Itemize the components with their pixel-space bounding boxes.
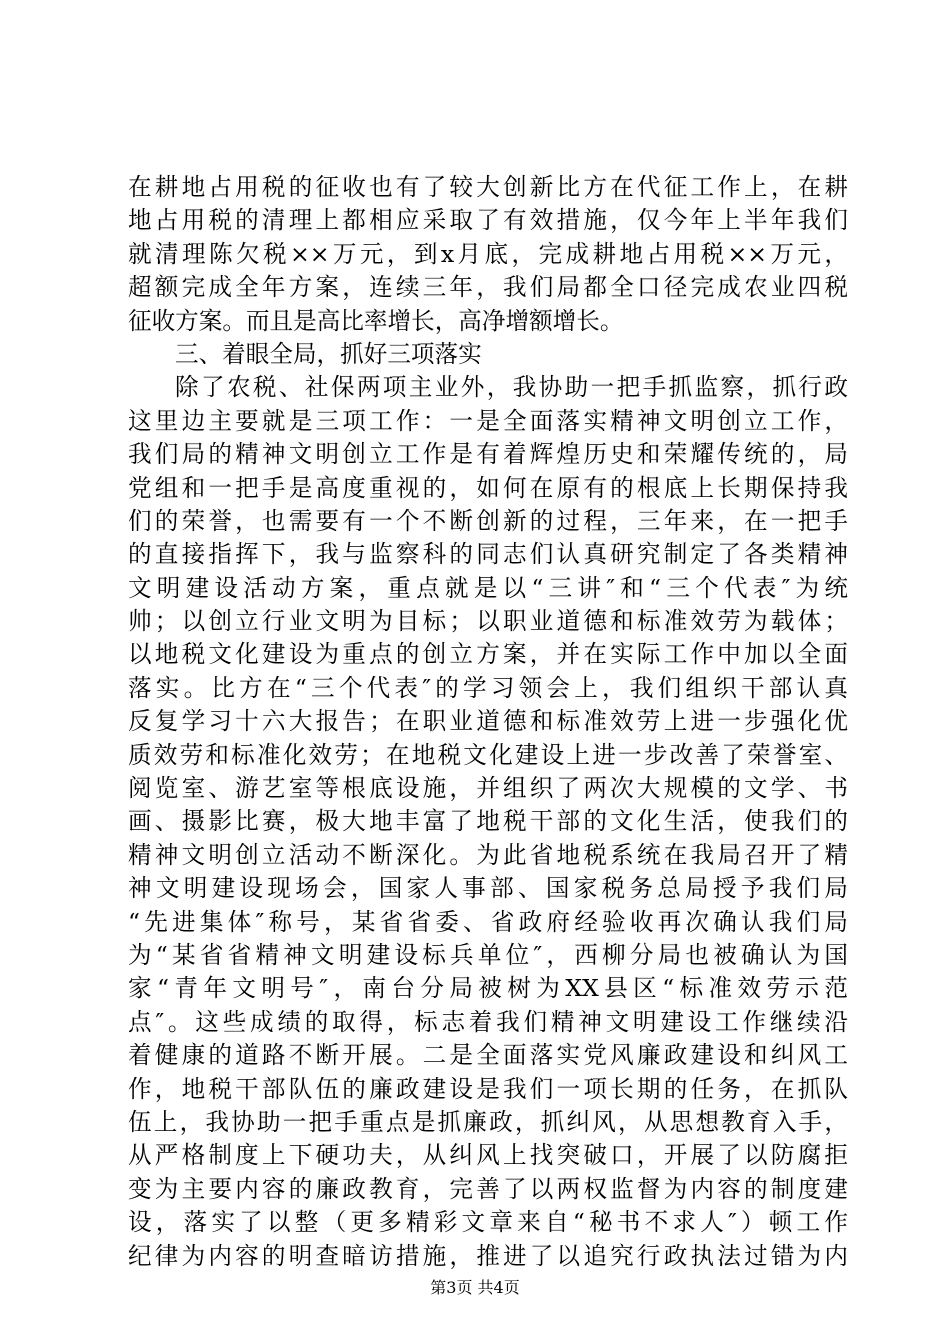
text-line: 着健康的道路不断开展。二是全面落实党风廉政建设和纠风工: [128, 1041, 848, 1070]
document-body: [128, 171, 848, 1273]
text-line: 除了农税、社保两项主业外，我协助一把手抓监察，抓行政: [175, 373, 848, 402]
text-line: 文明建设活动方案，重点就是以“三讲″和“三个代表″为统: [128, 573, 848, 602]
text-line: 从严格制度上下硬功夫，从纠风上找突破口，开展了以防腐拒: [128, 1141, 848, 1170]
text-line: 的直接指挥下，我与监察科的同志们认真研究制定了各类精神: [128, 540, 848, 569]
text-line: 地占用税的清理上都相应采取了有效措施，仅今年上半年我们: [128, 206, 848, 235]
text-line: 反复学习十六大报告；在职业道德和标准效劳上进一步强化优: [128, 707, 848, 736]
text-line: 征收方案。而且是高比率增长，高净增额增长。: [128, 306, 624, 335]
text-line: 点″。这些成绩的取得，标志着我们精神文明建设工作继续沿: [128, 1007, 848, 1036]
text-line: 伍上，我协助一把手重点是抓廉政，抓纠风，从思想教育入手，: [128, 1107, 848, 1136]
text-line: 党组和一把手是高度重视的，如何在原有的根底上长期保持我: [128, 473, 848, 502]
text-line: 作，地税干部队伍的廉政建设是我们一项长期的任务，在抓队: [128, 1074, 848, 1103]
text-line: 纪律为内容的明查暗访措施，推进了以追究行政执法过错为内: [128, 1241, 848, 1270]
text-line: 在耕地占用税的征收也有了较大创新比方在代征工作上，在耕: [128, 173, 848, 201]
text-line: 精神文明创立活动不断深化。为此省地税系统在我局召开了精: [128, 840, 848, 869]
text-line: 神文明建设现场会，国家人事部、国家税务总局授予我们局: [128, 874, 848, 903]
text-line: 超额完成全年方案，连续三年，我们局都全口径完成农业四税: [128, 273, 848, 302]
text-line: 帅；以创立行业文明为目标；以职业道德和标准效劳为载体；: [128, 607, 848, 636]
text-line: 们的荣誉，也需要有一个不断创新的过程，三年来，在一把手: [128, 506, 848, 535]
text-line: 画、摄影比赛，极大地丰富了地税干部的文化生活，使我们的: [128, 807, 848, 836]
text-line: 就清理陈欠税××万元，到x月底，完成耕地占用税××万元，: [128, 239, 848, 268]
page-number-footer: 第3页 共4页: [430, 1278, 520, 1297]
text-line: 这里边主要就是三项工作：一是全面落实精神文明创立工作，: [128, 406, 848, 435]
text-line: 为“某省省精神文明建设标兵单位″，西柳分局也被确认为国: [128, 940, 848, 969]
text-line: 阅览室、游艺室等根底设施，并组织了两次大规模的文学、书: [128, 774, 848, 803]
text-line: 以地税文化建设为重点的创立方案，并在实际工作中加以全面: [128, 640, 848, 669]
text-line: 设，落实了以整（更多精彩文章来自“秘书不求人″）顿工作: [128, 1208, 848, 1237]
text-line: 我们局的精神文明创立工作是有着辉煌历史和荣耀传统的，局: [128, 440, 848, 469]
text-line: 质效劳和标准化效劳；在地税文化建设上进一步改善了荣誉室、: [128, 740, 848, 769]
text-line: 落实。比方在“三个代表″的学习领会上，我们组织干部认真: [128, 673, 848, 702]
section-heading: 三、着眼全局，抓好三项落实: [175, 339, 482, 368]
text-line: 变为主要内容的廉政教育，完善了以两权监督为内容的制度建: [128, 1174, 848, 1203]
text-line: “先进集体″称号，某省省委、省政府经验收再次确认我们局: [128, 907, 848, 936]
text-line: 家“青年文明号″，南台分局被树为XX县区“标准效劳示范: [128, 974, 848, 1003]
